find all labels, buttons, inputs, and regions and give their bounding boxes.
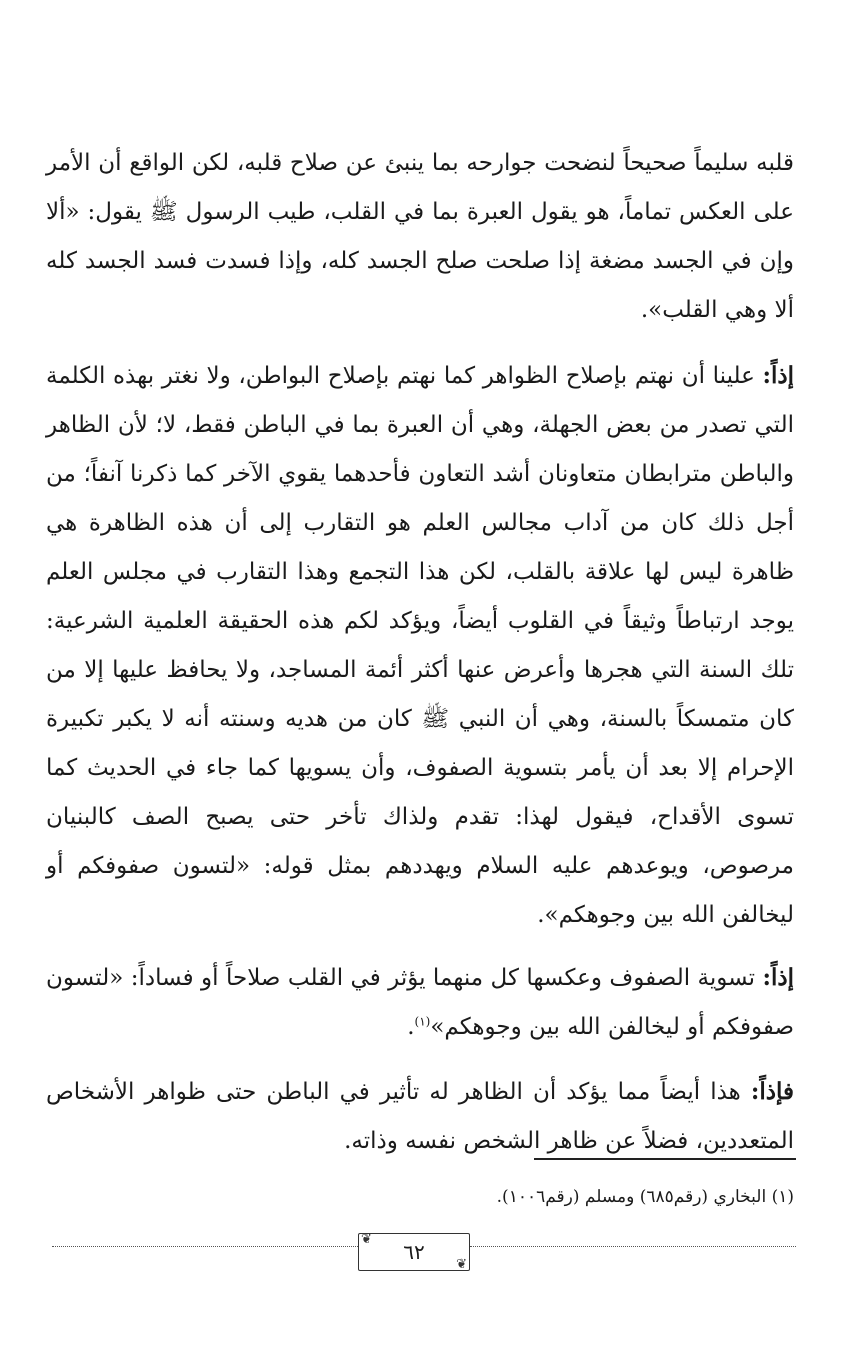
paragraph-2	[46, 351, 794, 940]
paragraph-3-text: تسوية الصفوف وعكسها كل منهما يؤثر في القلب صلاحاً أو فساداً: «لتسون صفوفكم أو ليخالفن الله بين وجوهكم»	[46, 965, 794, 1040]
footer-dotted-line-left	[52, 1246, 358, 1247]
paragraph-1-text: قلبه سليماً صحيحاً لنضحت جوارحه بما ينبئ عن صلاح قلبه، لكن الواقع أن الأمر على العكس تماماً، هو يقول العبرة بما في القلب، طيب الرسول ﷺ يقول: «ألا وإن في الجسد مضغة إذا صلحت صلح الجسد كله، وإذا فسدت فسد الجسد كله ألا وهي القلب».	[46, 150, 794, 323]
paragraph-2-text: علينا أن نهتم بإصلاح الظواهر كما نهتم بإصلاح البواطن، ولا نغتر بهذه الكلمة التي تصدر من بعض الجهلة، وهي أن العبرة بما في الباطن فقط، لا؛ لأن الظاهر والباطن مترابطان متعاونان أشد التعاون فأحدهما يقوي الآخر كما ذكرنا آنفاً؛ من أجل ذلك كان من آداب مجالس العلم هو التقارب إلى أن هذه الظاهرة هي ظاهرة ليس لها علاقة بالقلب، لكن هذا التجمع وهذا التقارب في مجلس العلم يوجد ارتباطاً وثيقاً في القلوب أيضاً، ويؤكد لكم هذه الحقيقة العلمية الشرعية: تلك السنة التي هجرها وأعرض عنها أكثر أئمة المساجد، ولا يحافظ عليها إلا من كان متمسكاً بالسنة، وهي أن النبي ﷺ كان من هديه وسنته أنه لا يكبر تكبيرة الإحرام إلا بعد أن يأمر بتسوية الصفوف، وأن يسويها كما جاء في الحديث كما تسوى الأقداح، فيقول لهذا: تقدم ولذاك تأخر حتى يصبح الصف كالبنيان مرصوص، ويوعدهم عليه السلام ويهددهم بمثل قوله: «لتسون صفوفكم أو ليخالفن الله بين وجوهكم».	[46, 363, 794, 928]
paragraph-4-lead: فإذاً:	[750, 1078, 794, 1105]
paragraph-3	[46, 953, 794, 1052]
page-number-frame	[358, 1233, 470, 1271]
footnote-reference: (١)	[414, 1014, 431, 1029]
paragraph-4	[46, 1067, 794, 1166]
paragraph-1	[46, 139, 794, 335]
page-number: ٦٢	[403, 1240, 425, 1264]
paragraph-4-text: هذا أيضاً مما يؤكد أن الظاهر له تأثير في الباطن حتى ظواهر الأشخاص المتعددين، فضلاً عن ظاهر الشخص نفسه وذاته.	[46, 1079, 794, 1154]
footnote: (١) البخاري (رقم٦٨٥) ومسلم (رقم١٠٠٦).	[496, 1187, 794, 1207]
paragraph-2-lead: إذاً:	[762, 362, 794, 389]
paragraph-3-lead: إذاً:	[762, 964, 794, 991]
paragraph-3-end: .	[407, 1014, 415, 1040]
ornament-icon: ❦	[361, 1232, 372, 1247]
footer-dotted-line-right	[470, 1246, 796, 1247]
ornament-icon: ❦	[456, 1257, 467, 1272]
footnote-separator	[534, 1158, 796, 1160]
